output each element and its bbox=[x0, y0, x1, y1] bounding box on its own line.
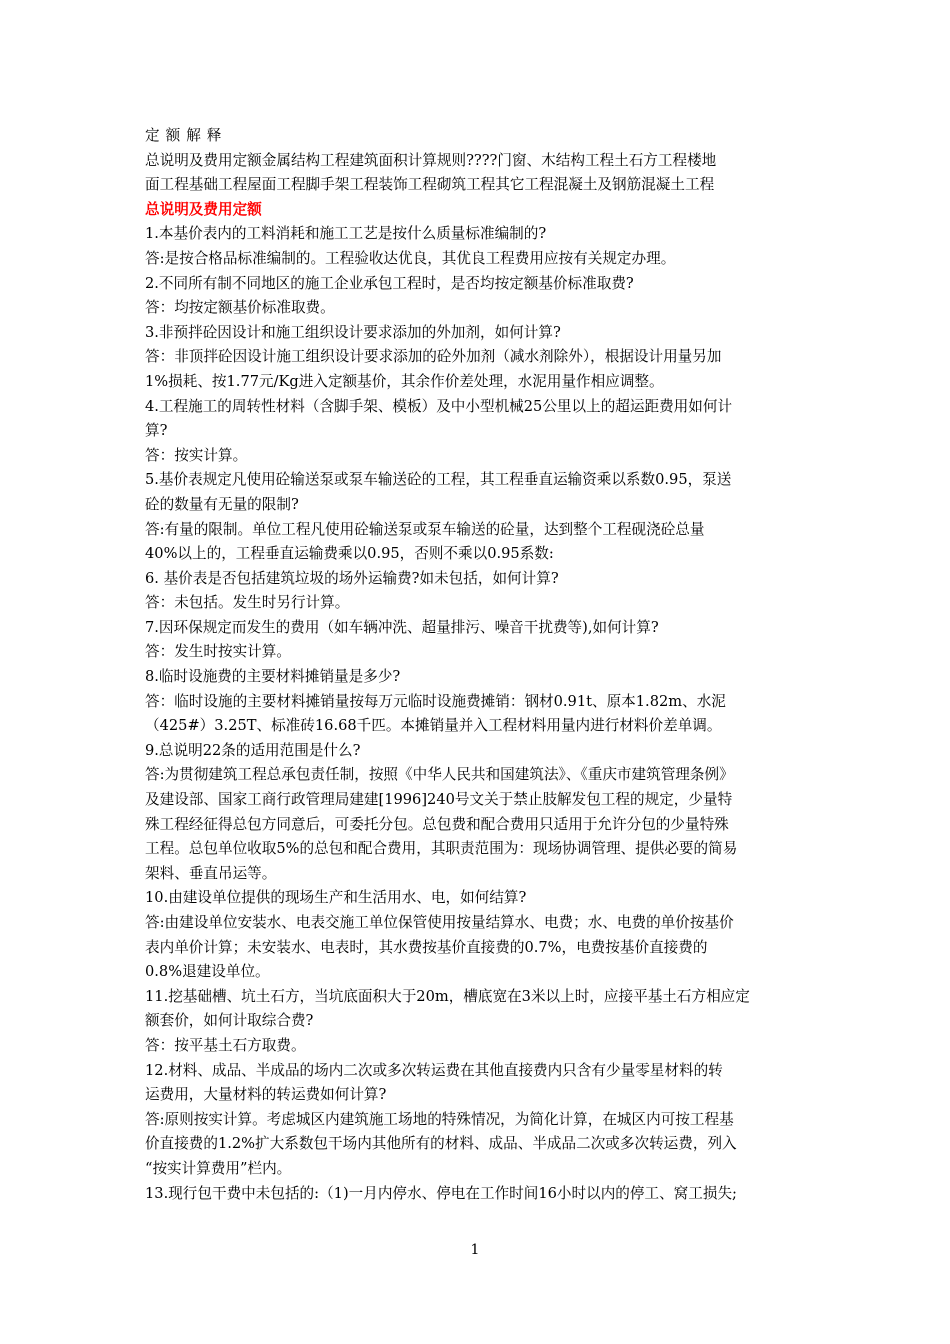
body-line: 答:原则按实计算。考虑城区内建筑施工场地的特殊情况，为简化计算，在城区内可按工程基 bbox=[145, 1110, 734, 1128]
body-line: 答：非顶拌砼因设计施工组织设计要求添加的砼外加剂（减水剂除外），根据设计用量另加 bbox=[145, 348, 722, 366]
body-line: 11.挖基础槽、坑土石方，当坑底面积大于20m，槽底宽在3米以上时，应接平基土石方相应定 bbox=[145, 987, 750, 1005]
body-line: 算? bbox=[145, 422, 168, 440]
body-line: 价直接费的1.2%扩大系数包干场内其他所有的材料、成品、半成品二次或多次转运费，列入 bbox=[145, 1135, 737, 1153]
body-line: 额套价，如何计取综合费? bbox=[145, 1012, 314, 1030]
body-line: 5.基价表规定凡使用砼输送泵或泵车输送砼的工程，其工程垂直运输资乘以系数0.95，泵送 bbox=[145, 471, 732, 489]
body-line: 答：临时设施的主要材料摊销量按每万元临时设施费摊销：钢材0.91t、原本1.82m、水泥 bbox=[145, 692, 726, 710]
body-line: 架料、垂直吊运等。 bbox=[145, 864, 277, 882]
body-line: 10.由建设单位提供的现场生产和生活用水、电，如何结算? bbox=[145, 889, 527, 907]
body-line: 答：按实计算。 bbox=[145, 446, 248, 464]
body-line: 答：按平基土石方取费。 bbox=[145, 1036, 306, 1054]
body-line: 12.材料、成品、半成品的场内二次或多次转运费在其他直接费内只含有少量零星材料的转 bbox=[145, 1061, 723, 1079]
body-line: 殊工程经征得总包方同意后，可委托分包。总包费和配合费用只适用于允许分包的少量特殊 bbox=[145, 815, 729, 833]
body-line: 9.总说明22条的适用范围是什么? bbox=[145, 741, 361, 759]
body-line: 答：发生时按实计算。 bbox=[145, 643, 291, 661]
body-line: 答:由建设单位安装水、电表交施工单位保管使用按量结算水、电费；水、电费的单价按基价 bbox=[145, 914, 734, 931]
body-line: 答:有量的限制。单位工程凡使用砼输送泵或泵车输送的砼量，达到整个工程砚浇砼总量 bbox=[145, 520, 705, 538]
body-line: 3.非预拌砼因设计和施工组织设计要求添加的外加剂，如何计算? bbox=[145, 323, 561, 341]
body-line: 8.临时设施费的主要材料摊销量是多少? bbox=[145, 668, 401, 686]
body-line: 1%损耗、按1.77元/Kg进入定额基价，其余作价差处理，水泥用量作相应调整。 bbox=[145, 372, 664, 390]
body-line: 4.工程施工的周转性材料（含脚手架、模板）及中小型机械25公里以上的超运距费用如何计 bbox=[145, 397, 733, 415]
body-line: 及建设部、国家工商行政管理局建建[1996]240号文关于禁止肢解发包工程的规定，少量特 bbox=[145, 791, 733, 809]
body-line: 工程。总包单位收取5%的总包和配合费用，其职责范围为：现场协调管理、提供必要的简易 bbox=[145, 840, 738, 858]
body-line: 答:是按合格品标准编制的。工程验收达优良，其优良工程费用应按有关规定办理。 bbox=[145, 249, 676, 267]
body-line: 砼的数量有无量的限制? bbox=[145, 495, 299, 513]
toc-line: 总说明及费用定额金属结构工程建筑面积计算规则????门窗、木结构工程土石方工程楼地 bbox=[145, 151, 717, 169]
toc-line: 面工程基础工程屋面工程脚手架工程装饰工程砌筑工程其它工程混凝土及钢筋混凝土工程 bbox=[145, 176, 715, 194]
body-line: 表内单价计算；未安装水、电表时，其水费按基价直接费的0.7%，电费按基价直接费的 bbox=[145, 938, 708, 956]
page-number: 1 bbox=[470, 1242, 480, 1258]
body-line: 答：未包括。发生时另行计算。 bbox=[145, 594, 350, 612]
body-line: 40%以上的，工程垂直运输费乘以0.95，否则不乘以0.95系数: bbox=[145, 545, 554, 563]
body-line: （425#）3.25T、标准砖16.68千匹。本摊销量并入工程材料用量内进行材料价差单调。 bbox=[145, 717, 722, 735]
body-line: 答：均按定额基价标准取费。 bbox=[145, 299, 335, 317]
body-line: 2.不同所有制不同地区的施工企业承包工程时，是否均按定额基价标准取费? bbox=[145, 274, 634, 292]
body-line: “按实计算费用”栏内。 bbox=[145, 1159, 292, 1177]
body-line: 1.本基价表内的工料消耗和施工工艺是按什么质量标准编制的? bbox=[145, 225, 547, 243]
body-line: 答:为贯彻建筑工程总承包责任制，按照《中华人民共和国建筑法》、《重庆市建筑管理条例》 bbox=[145, 766, 734, 784]
section-heading: 总说明及费用定额 bbox=[145, 200, 262, 218]
document-title: 定额解释 bbox=[145, 127, 228, 144]
body-line: 0.8%退建设单位。 bbox=[145, 963, 270, 981]
body-line: 运费用，大量材料的转运费如何计算? bbox=[145, 1086, 387, 1104]
body-line: 6. 基价表是否包括建筑垃圾的场外运输费?如未包括，如何计算? bbox=[145, 569, 559, 587]
body-line: 7.因环保规定而发生的费用（如车辆冲洗、超量排污、噪音干扰费等),如何计算? bbox=[145, 618, 659, 636]
body-text bbox=[145, 222, 810, 1206]
body-line: 13.现行包干费中未包括的:（1)一月内停水、停电在工作时间16小时以内的停工、窝工损失; bbox=[145, 1184, 737, 1202]
document-body bbox=[145, 124, 810, 1206]
